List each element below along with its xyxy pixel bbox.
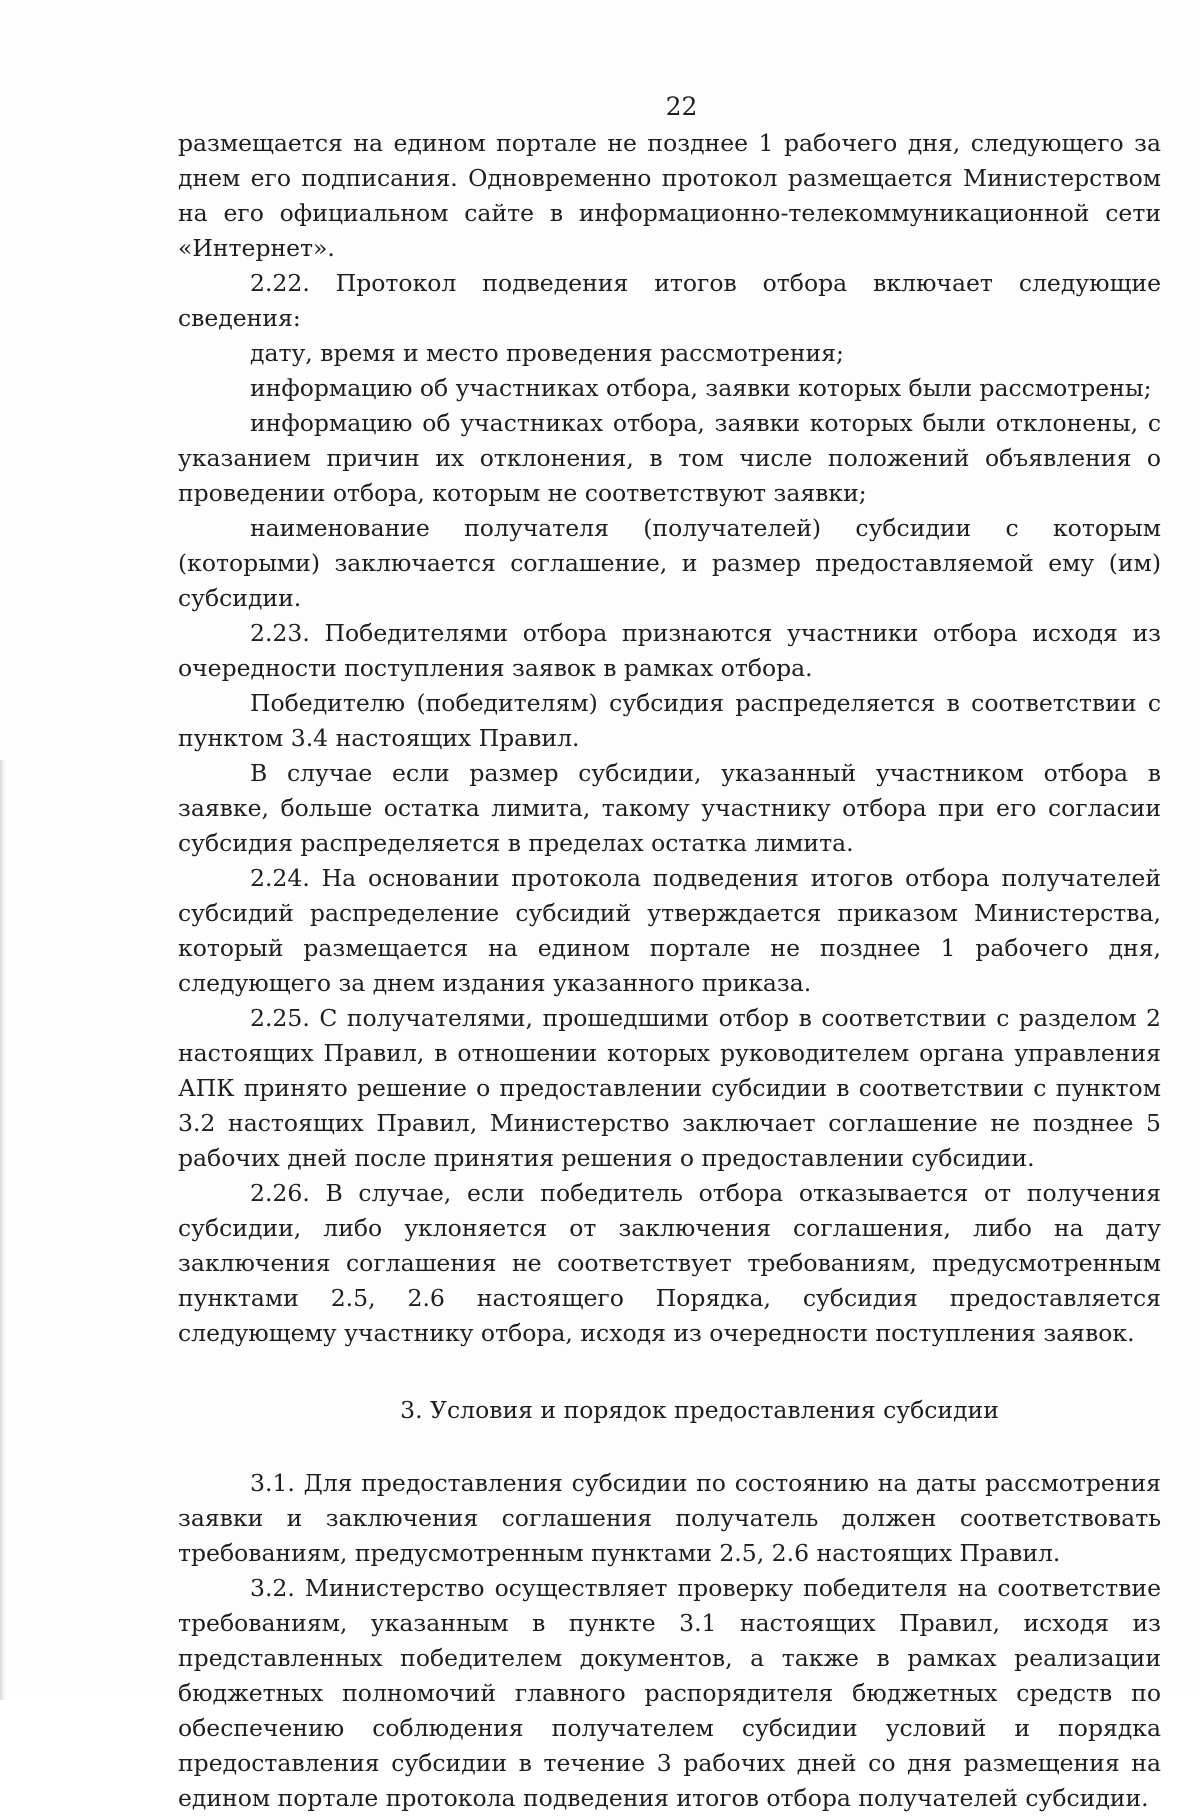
paragraph-2-23: 2.23. Победителями отбора признаются участники отбора исходя из очередности поступления заявок в рамках отбора.: [178, 619, 1161, 682]
paragraph-2-24: 2.24. На основании протокола подведения итогов отбора получателей субсидий распределение субсидий утверждается приказом Министерства, который размещается на едином портале не позднее 1 рабочего дня, следующего за днем издания указанного приказа.: [178, 864, 1161, 997]
section-heading: 3. Условия и порядок предоставления субсидии: [400, 1396, 999, 1424]
paragraph-2-23-distribution: Победителю (победителям) субсидия распределяется в соответствии с пунктом 3.4 настоящих Правил.: [178, 689, 1161, 752]
paragraph-2-22-item-1: дату, время и место проведения рассмотрения;: [250, 339, 844, 367]
paragraph-2-23-limit: В случае если размер субсидии, указанный участником отбора в заявке, больше остатка лимита, такому участнику отбора при его согласии субсидия распределяется в пределах остатка лимита.: [178, 759, 1161, 857]
paragraph-2-22-item-3: информацию об участниках отбора, заявки которых были отклонены, с указанием причин их отклонения, в том числе положений объявления о проведении отбора, которым не соответствуют заявки;: [178, 409, 1161, 507]
paragraph-2-22-item-2: информацию об участниках отбора, заявки которых были рассмотрены;: [250, 374, 1152, 402]
paragraph-2-25: 2.25. С получателями, прошедшими отбор в соответствии с разделом 2 настоящих Правил, в отношении которых руководителем органа управления АПК принято решение о предоставлении субсидии в соответствии с пунктом 3.2 настоящих Правил, Министерство заключает соглашение не позднее 5 рабочих дней после принятия решения о предоставлении субсидии.: [178, 1004, 1161, 1172]
paragraph-continuation: размещается на едином портале не позднее 1 рабочего дня, следующего за днем его подписания. Одновременно протокол размещается Министерством на его официальном сайте в информационно-телекоммуникационной сети «Интернет».: [178, 129, 1161, 262]
paragraph-3-1: 3.1. Для предоставления субсидии по состоянию на даты рассмотрения заявки и заключения соглашения получатель должен соответствовать требованиям, предусмотренным пунктами 2.5, 2.6 настоящих Правил.: [178, 1469, 1161, 1567]
paragraph-2-26: 2.26. В случае, если победитель отбора отказывается от получения субсидии, либо уклоняется от заключения соглашения, либо на дату заключения соглашения не соответствует требованиям, предусмотренным пунктами 2.5, 2.6 настоящего Порядка, субсидия предоставляется следующему участнику отбора, исходя из очередности поступления заявок.: [178, 1179, 1161, 1347]
paragraph-3-2: 3.2. Министерство осуществляет проверку победителя на соответствие требованиям, указанным в пункте 3.1 настоящих Правил, исходя из представленных победителем документов, а также в рамках реализации бюджетных полномочий главного распорядителя бюджетных средств по обеспечению соблюдения получателем субсидии условий и порядка предоставления субсидии в течение 3 рабочих дней со дня размещения на едином портале протокола подведения итогов отбора получателей субсидии.: [178, 1574, 1161, 1812]
document-body: [178, 126, 1161, 1816]
paragraph-2-22: 2.22. Протокол подведения итогов отбора включает следующие сведения:: [178, 269, 1161, 332]
scan-edge-shadow: [0, 760, 6, 1700]
paragraph-2-22-item-4: наименование получателя (получателей) субсидии с которым (которыми) заключается соглашение, и размер предоставляемой ему (им) субсидии.: [178, 514, 1161, 612]
page-number: 22: [665, 92, 698, 121]
